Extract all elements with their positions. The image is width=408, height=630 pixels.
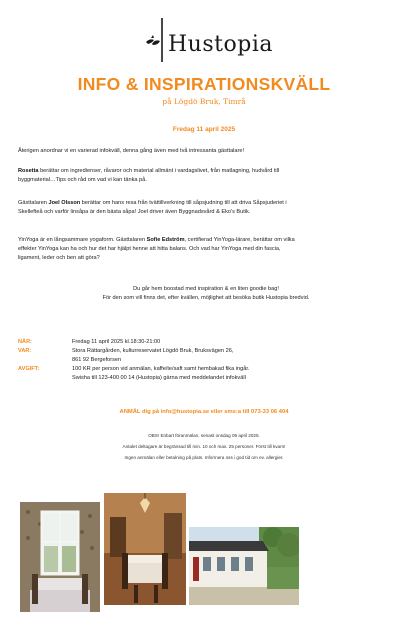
event-date: Fredag 11 april 2025: [172, 126, 236, 133]
joel-pre: Gästtalaren: [18, 200, 49, 206]
speaker-name: Rosetta: [18, 168, 39, 174]
brand-name: Hustopia: [168, 32, 273, 57]
rosetta-paragraph: [18, 167, 394, 185]
joel-text-2: Skellefteå och varför linsåpa är den bästa såpa! Joel driver även Byggnadsvård & Eko's Butik.: [18, 208, 251, 215]
fee-value-2: Swisha till 123-400 00 14 (Hustopia) gärna med meddelandet infokväll: [72, 375, 246, 381]
where-label: VAR:: [18, 348, 32, 354]
rosetta-text: berättar om ingredienser, råvaror och material allmänt i vardagslivet, från matlagning, hudvård till: [38, 168, 280, 174]
manor-exterior-photo: [189, 527, 299, 605]
page-subtitle: på Lögdö Bruk, Timrå: [162, 97, 246, 106]
note-deadline: OBS! Enbart föranmälan, senast onsdag 09 april 2025.: [148, 433, 260, 438]
fee-value: 100 KR per person vid anmälan, kaffe/te/saft samt hembakad fika ingår.: [72, 366, 250, 372]
yinyoga-text-2: effekter YinYoga kan ha och hur det har hjälpt henne att hitta balans. Och vad har YinYoga med din fascia,: [18, 245, 281, 252]
note-allergies: Ingen anmälan eller betalning på plats. Informera oss i god tid om ev. allergier.: [124, 455, 284, 460]
yinyoga-pre: YinYoga är en långsammare yogaform. Gästtalaren: [18, 237, 147, 243]
speaker-name: Joel Olsson: [48, 200, 81, 206]
when-label: NÄR:: [18, 339, 32, 345]
where-row: [18, 347, 398, 356]
joel-text: berättar om hans resa från tvättillverkning till såpsjudning till att driva Såpsjuderiet i: [80, 200, 287, 206]
intro-text: Återigen anordnar vi en varierad infokväll, denna gång även med två intressanta gästtalare!: [18, 148, 245, 154]
speaker-name: Sofie Edström: [146, 237, 185, 243]
yinyoga-text-3: ligament, leder och ben att göra?: [18, 254, 100, 261]
when-row: [18, 338, 398, 347]
note-capacity: Antalet deltagare är begränsad till min. 10 och max. 25 personer. Först till kvarn!: [122, 444, 286, 449]
fee-row-2: [18, 374, 398, 383]
hustopia-logo: [140, 16, 273, 64]
where-row-2: [18, 356, 398, 365]
closing-line-1: Du går hem boostad med inspiration & en liten goodie bag!: [133, 286, 279, 292]
registration-line: ANMÄL dig på info@hustopia.se eller sms:a till 073-33 06 404: [119, 409, 289, 415]
closing-line-2: För den som vill finns det, efter kvällen, möjlighet att besöka butik Hustopia bredvid.: [102, 294, 310, 301]
yinyoga-paragraph: [18, 236, 394, 262]
interior-window-photo: [20, 502, 100, 612]
where-value: Stora Rättargården, kulturreservatet Lögdö Bruk, Bruksvägen 26,: [72, 348, 234, 354]
where-value-2: 861 92 Bergeforsen: [72, 357, 122, 363]
dining-room-photo: [104, 493, 186, 605]
joel-paragraph: [18, 199, 394, 217]
event-details: [18, 338, 398, 383]
closing-text: [18, 285, 394, 303]
when-value: Fredag 11 april 2025 kl.18:30-21:00: [72, 339, 161, 345]
rosetta-text-2: byggmaterial…Tips och råd om vad vi kan tänka på.: [18, 176, 147, 183]
fee-row: [18, 365, 398, 374]
page-title: INFO & INSPIRATIONSKVÄLL: [77, 74, 331, 94]
yinyoga-text: , certifierad YinYoga-lärare, berättar om vilka: [184, 237, 295, 243]
fee-label: AVGIFT:: [18, 366, 40, 372]
